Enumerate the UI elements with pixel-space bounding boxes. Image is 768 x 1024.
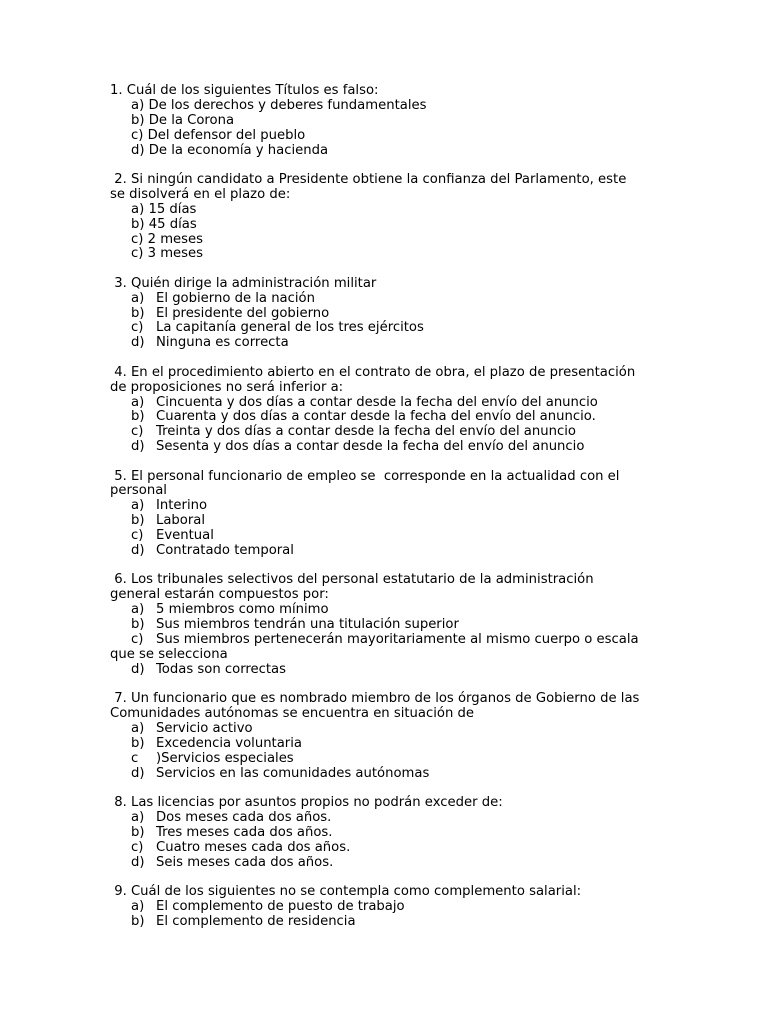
option-text: El complemento de residencia (156, 913, 356, 929)
option-text: Servicios en las comunidades autónomas (156, 765, 430, 781)
answer-option (110, 129, 670, 144)
question-text (110, 366, 670, 396)
option-label: a) (131, 720, 145, 736)
question-text-line: general estarán compuestos por: (110, 587, 329, 603)
option-label: b) (131, 617, 145, 633)
option-label: b) (131, 513, 145, 529)
answer-option (110, 663, 670, 678)
option-label: a) (131, 201, 145, 217)
answer-option (110, 425, 670, 440)
answer-option (110, 900, 670, 915)
question-3 (110, 277, 670, 351)
answer-option (110, 321, 670, 336)
option-text: Sus miembros tendrán una titulación superior (156, 617, 459, 633)
option-text: Servicio activo (156, 720, 253, 736)
answer-option (110, 915, 670, 930)
option-text: Eventual (156, 528, 214, 544)
option-label: d) (131, 439, 145, 455)
option-text: Sesenta y dos días a contar desde la fecha del envío del anuncio (156, 439, 585, 455)
option-label: c) (131, 320, 144, 336)
option-text: Contratado temporal (156, 543, 294, 559)
question-text (110, 796, 670, 811)
option-label: d) (131, 142, 145, 158)
question-text-line: 2. Si ningún candidato a Presidente obtiene la confianza del Parlamento, este (110, 171, 627, 187)
option-text: Cuatro meses cada dos años. (156, 839, 351, 855)
question-text-line: 6. Los tribunales selectivos del personal estatutario de la administración (110, 572, 594, 588)
question-text (110, 173, 670, 203)
option-label: a) (131, 97, 145, 113)
question-text (110, 885, 670, 900)
option-label: d) (131, 543, 145, 559)
option-label: c) (131, 839, 144, 855)
option-text: De la economía y hacienda (148, 142, 329, 158)
option-text: Dos meses cada dos años. (156, 809, 332, 825)
question-text-line: 1. Cuál de los siguientes Títulos es falso: (110, 83, 379, 98)
question-text-line: 8. Las licencias por asuntos propios no podrán exceder de: (110, 795, 503, 811)
option-text: De los derechos y deberes fundamentales (148, 97, 427, 113)
option-label: c) (131, 246, 144, 262)
answer-option (110, 247, 670, 262)
answer-option (110, 544, 670, 559)
option-text: Del defensor del pueblo (147, 127, 306, 143)
question-9 (110, 885, 670, 930)
option-label: b) (131, 409, 145, 425)
question-4 (110, 366, 670, 455)
option-text: Interino (156, 498, 208, 514)
answer-option (110, 114, 670, 129)
answer-option (110, 856, 670, 871)
option-text: )Servicios especiales (156, 750, 294, 766)
option-text: Excedencia voluntaria (156, 735, 302, 751)
question-text-line: 5. El personal funcionario de empleo se corresponde en la actualidad con el (110, 468, 620, 484)
option-label: c (131, 750, 139, 766)
option-text: 2 meses (147, 231, 204, 247)
option-label: a) (131, 809, 145, 825)
option-label: b) (131, 735, 145, 751)
option-label: d) (131, 661, 145, 677)
question-text-line: de proposiciones no será inferior a: (110, 379, 344, 395)
option-label: b) (131, 216, 145, 232)
answer-option (110, 737, 670, 752)
option-text: De la Corona (148, 112, 235, 128)
option-label: c) (131, 127, 144, 143)
option-label: a) (131, 602, 145, 618)
option-label: c) (131, 231, 144, 247)
answer-option (110, 144, 670, 159)
option-text: Seis meses cada dos años. (156, 854, 334, 870)
question-text (110, 692, 670, 722)
option-text: La capitanía general de los tres ejércitos (156, 320, 424, 336)
option-label: d) (131, 335, 145, 351)
option-label: b) (131, 305, 145, 321)
question-7 (110, 692, 670, 781)
answer-option (110, 440, 670, 455)
question-2 (110, 173, 670, 262)
answer-option (110, 218, 670, 233)
question-1 (110, 84, 670, 158)
option-text: El presidente del gobierno (156, 305, 330, 321)
question-text-line: 7. Un funcionario que es nombrado miembro de los órganos de Gobierno de las (110, 691, 640, 707)
option-text: Tres meses cada dos años. (156, 824, 333, 840)
question-text-line: personal (110, 483, 167, 499)
option-label: a) (131, 498, 145, 514)
option-text: 45 días (148, 216, 197, 232)
question-text-line: 4. En el procedimiento abierto en el contrato de obra, el plazo de presentación (110, 364, 636, 380)
answer-option (110, 767, 670, 782)
question-text-line: 9. Cuál de los siguientes no se contempla como complemento salarial: (110, 883, 582, 899)
answer-option (110, 514, 670, 529)
question-text (110, 84, 670, 99)
question-text-line: se disolverá en el plazo de: (110, 186, 291, 202)
answer-option (110, 841, 670, 856)
answer-option (110, 826, 670, 841)
option-text: Cincuenta y dos días a contar desde la fecha del envío del anuncio (156, 394, 598, 410)
exam-document (110, 84, 670, 944)
option-label: a) (131, 394, 145, 410)
option-label: d) (131, 765, 145, 781)
option-label: a) (131, 290, 145, 306)
option-text: Cuarenta y dos días a contar desde la fecha del envío del anuncio. (156, 409, 596, 425)
answer-option (110, 499, 670, 514)
option-text: Ninguna es correcta (156, 335, 289, 351)
option-label: b) (131, 112, 145, 128)
question-text (110, 573, 670, 603)
answer-option (110, 99, 670, 114)
question-text (110, 277, 670, 292)
option-label: b) (131, 913, 145, 929)
option-text: Sus miembros pertenecerán mayoritariamente al mismo cuerpo o escala (156, 632, 639, 647)
option-label: c) (131, 528, 144, 544)
question-8 (110, 796, 670, 870)
answer-option (110, 292, 670, 307)
question-text-line: 3. Quién dirige la administración militar (110, 275, 377, 291)
question-text (110, 470, 670, 500)
option-text: Todas son correctas (156, 661, 287, 677)
answer-option (110, 618, 670, 633)
option-text: 5 miembros como mínimo (156, 602, 329, 618)
answer-option (110, 529, 670, 544)
question-6 (110, 573, 670, 677)
option-text: Laboral (156, 513, 206, 529)
option-text: El complemento de puesto de trabajo (156, 898, 405, 914)
answer-option (110, 203, 670, 218)
option-label: c) (131, 424, 144, 440)
answer-option (110, 633, 670, 648)
answer-option (110, 603, 670, 618)
option-text: 15 días (148, 201, 197, 217)
option-text-continuation: que se selecciona (110, 646, 228, 662)
option-label: c) (131, 632, 144, 647)
option-label: a) (131, 898, 145, 914)
answer-option (110, 233, 670, 248)
question-5 (110, 470, 670, 559)
answer-option (110, 752, 670, 767)
option-text: 3 meses (147, 246, 204, 262)
option-text: Treinta y dos días a contar desde la fecha del envío del anuncio (156, 424, 576, 440)
question-text-line: Comunidades autónomas se encuentra en situación de (110, 706, 475, 722)
option-text: El gobierno de la nación (156, 290, 315, 306)
answer-option (110, 811, 670, 826)
answer-option (110, 722, 670, 737)
answer-option (110, 336, 670, 351)
option-label: b) (131, 824, 145, 840)
option-label: d) (131, 854, 145, 870)
